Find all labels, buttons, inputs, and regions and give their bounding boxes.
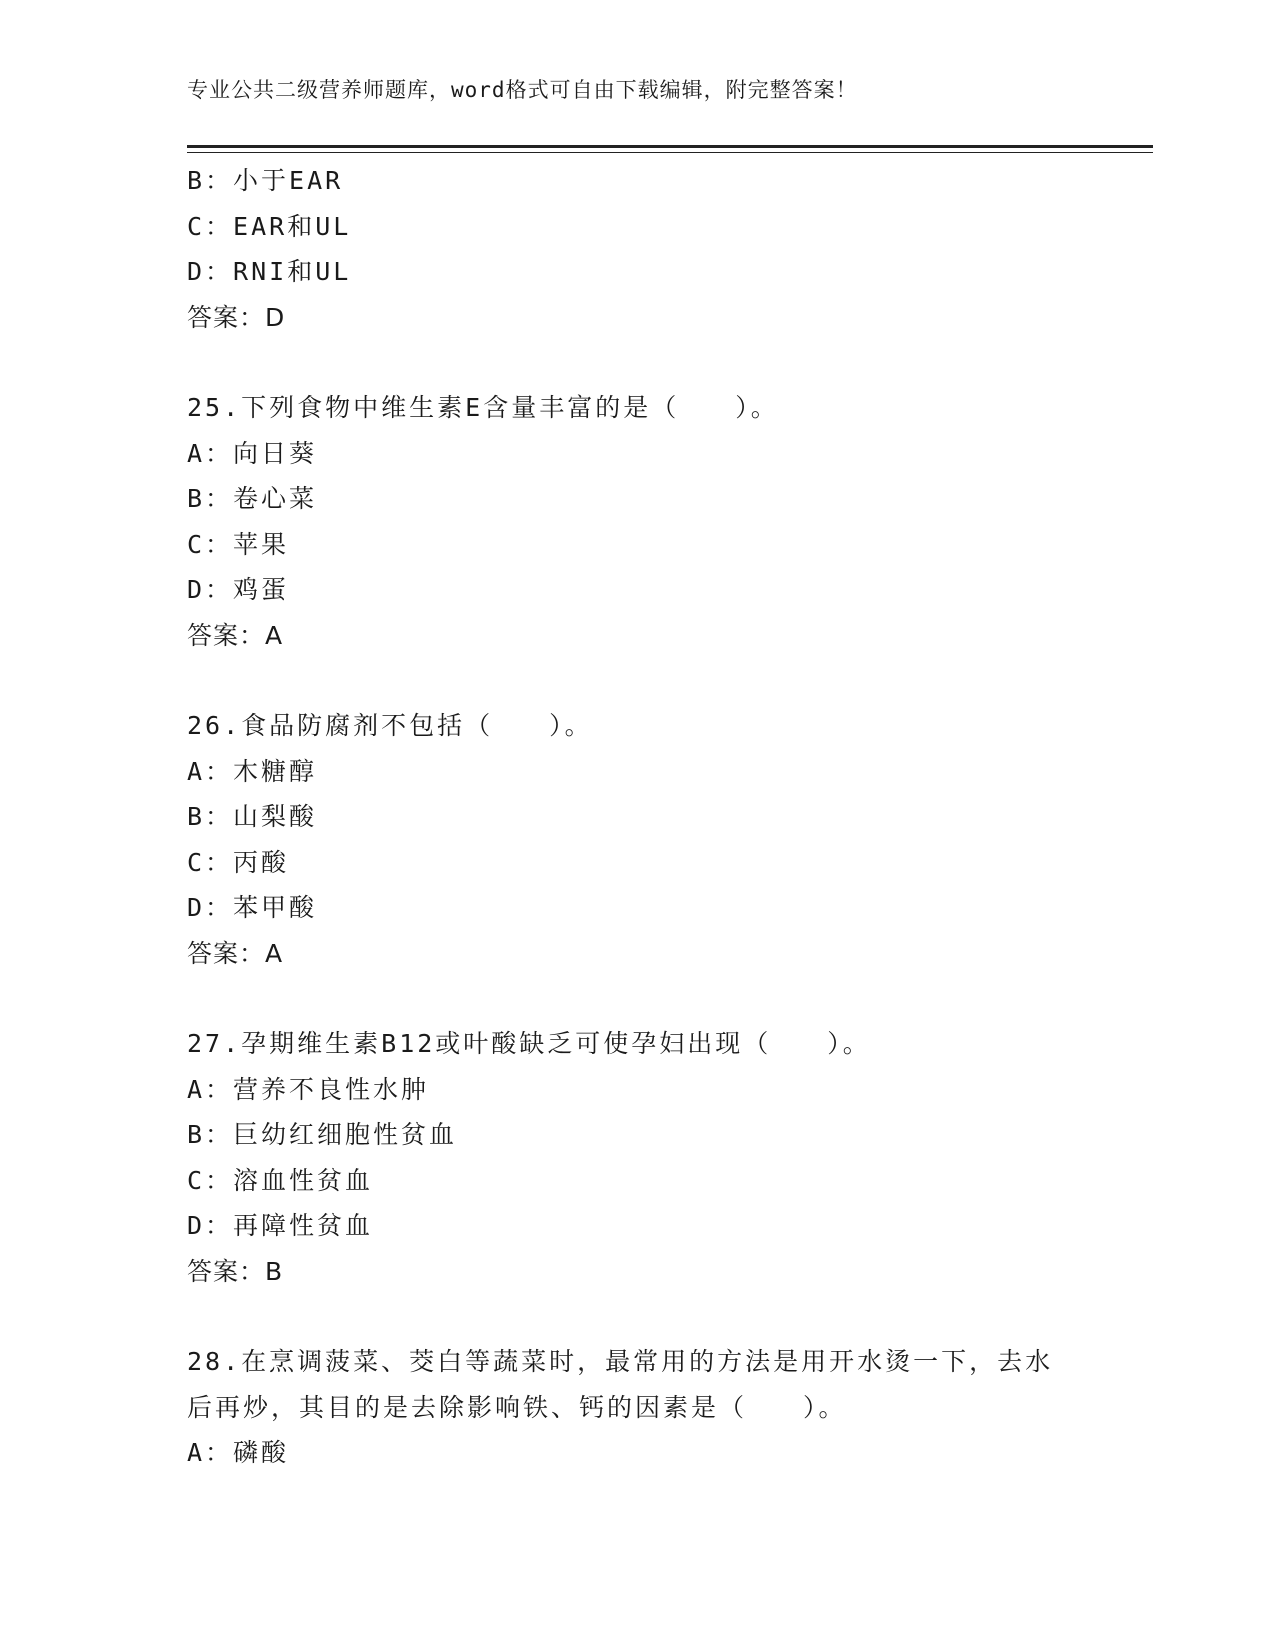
- option-c: C：溶血性贫血: [187, 1165, 374, 1195]
- question-28: [187, 1339, 1147, 1476]
- question-list: [187, 158, 1147, 1476]
- option-b: B：卷心菜: [187, 484, 318, 513]
- answer: 答案：A: [187, 938, 284, 968]
- question-26: [187, 703, 1147, 976]
- question-24-remainder: [187, 158, 1147, 340]
- option-a: A：木糖醇: [187, 756, 318, 786]
- option-c: C：苹果: [187, 529, 290, 559]
- option-c: C：EAR和UL: [187, 211, 352, 241]
- option-d: D：鸡蛋: [187, 575, 290, 604]
- question-27: [187, 1021, 1147, 1294]
- option-d: D：再障性贫血: [187, 1211, 374, 1240]
- option-c: C：丙酸: [187, 847, 290, 877]
- question-stem: 25.下列食物中维生素E含量丰富的是（ ）。: [187, 393, 779, 422]
- option-a: A：磷酸: [187, 1438, 290, 1467]
- question-stem-line-2: 后再炒，其目的是去除影响铁、钙的因素是（ ）。: [187, 1392, 847, 1422]
- header-divider: [187, 145, 1153, 153]
- option-b: B：小于EAR: [187, 166, 344, 195]
- option-d: D：RNI和UL: [187, 257, 352, 286]
- question-stem: 26.食品防腐剂不包括（ ）。: [187, 711, 593, 740]
- option-b: B：巨幼红细胞性贫血: [187, 1120, 458, 1149]
- page-header: 专业公共二级营养师题库，word格式可自由下载编辑，附完整答案！: [187, 78, 858, 102]
- answer: 答案：B: [187, 1256, 284, 1286]
- option-b: B：山梨酸: [187, 802, 318, 831]
- option-a: A：营养不良性水肿: [187, 1074, 430, 1104]
- question-25: [187, 385, 1147, 658]
- answer: 答案：D: [187, 302, 286, 332]
- option-a: A：向日葵: [187, 438, 318, 468]
- answer: 答案：A: [187, 620, 284, 650]
- question-stem: 27.孕期维生素B12或叶酸缺乏可使孕妇出现（ ）。: [187, 1029, 871, 1058]
- question-stem-line-1: 28.在烹调菠菜、茭白等蔬菜时，最常用的方法是用开水烫一下，去水: [187, 1347, 1054, 1376]
- option-d: D：苯甲酸: [187, 893, 318, 922]
